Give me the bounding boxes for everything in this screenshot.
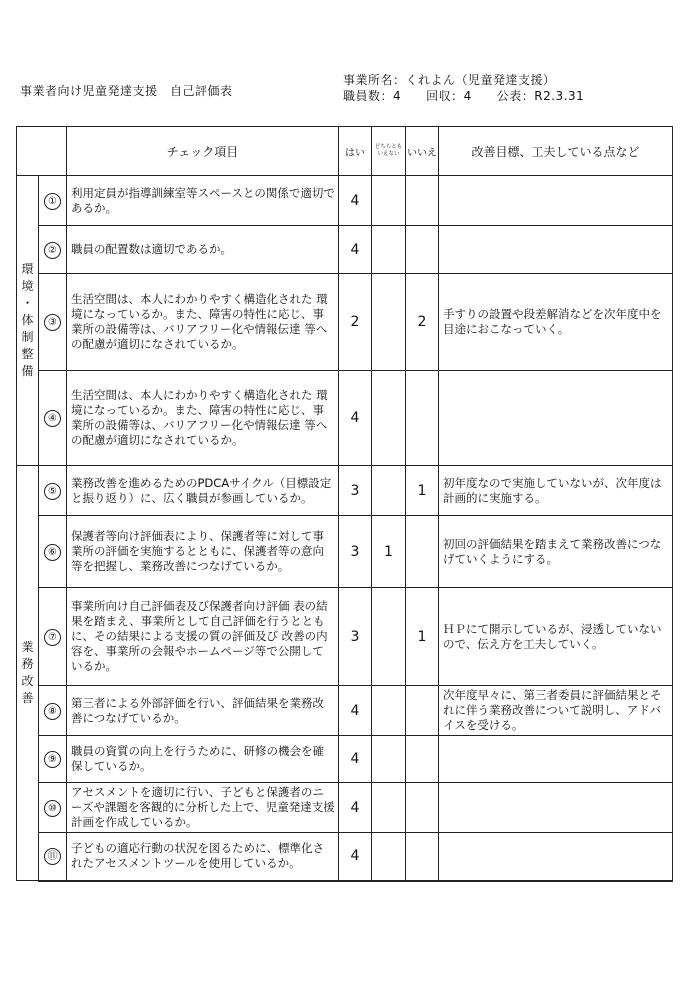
- improvement-goal: 初回の評価結果を踏まえて業務改善につなげていくようにする。: [439, 516, 673, 588]
- neither-count: [372, 176, 406, 226]
- header-yes: はい: [339, 127, 372, 176]
- neither-count: [372, 274, 406, 371]
- neither-count: [372, 736, 406, 783]
- table-row: [17, 783, 673, 833]
- category-char: 体: [21, 313, 34, 327]
- check-item-text: 生活空間は、本人にわかりやすく構造化された 環境になっているか。また、障害の特性に応じ、事業所の設備等は、バリアフリー化や情報伝達 等への配慮が適切になされているか。: [67, 371, 339, 466]
- category-env: [17, 176, 39, 466]
- neither-count: [372, 833, 406, 881]
- check-item-text: 業務改善を進めるためのPDCAサイクル（目標設定と振り返り）に、広く職員が参画しているか。: [67, 466, 339, 516]
- neither-count: [372, 588, 406, 686]
- table-row: [17, 833, 673, 881]
- no-count: [406, 226, 439, 274]
- no-count: [406, 686, 439, 736]
- row-number-label: ⑩: [44, 800, 61, 817]
- neither-count: [372, 686, 406, 736]
- table-header-row: [17, 127, 673, 176]
- row-number: [39, 783, 67, 833]
- evaluation-table: [16, 126, 673, 882]
- category-char: 制: [21, 330, 34, 344]
- row-number-label: ①: [44, 193, 61, 210]
- document-title: 事業者向け児童発達支援 自己評価表: [20, 84, 233, 98]
- check-item-text: 保護者等向け評価表により、保護者等に対して事業所の評価を実施するとともに、保護者等の意向等を把握し、業務改善につなげているか。: [67, 516, 339, 588]
- check-item-text: 生活空間は、本人にわかりやすく構造化された 環境になっているか。また、障害の特性に応じ、事業所の設備等は、バリアフリー化や情報伝達 等への配慮が適切になされているか。: [67, 274, 339, 371]
- yes-count: 3: [339, 588, 372, 686]
- office-name: 事業所名：くれよん（児童発達支援）: [343, 73, 556, 87]
- no-count: 2: [406, 274, 439, 371]
- row-number-label: ③: [44, 314, 61, 331]
- no-count: [406, 371, 439, 466]
- no-count: [406, 833, 439, 881]
- neither-count: 1: [372, 516, 406, 588]
- yes-count: 3: [339, 516, 372, 588]
- header-neither: どちらとも いえない: [372, 127, 406, 176]
- check-item-text: 職員の配置数は適切であるか。: [67, 226, 339, 274]
- no-count: [406, 736, 439, 783]
- row-number: [39, 686, 67, 736]
- category-char: 境: [21, 279, 34, 293]
- neither-count: [372, 226, 406, 274]
- yes-count: 4: [339, 783, 372, 833]
- row-number-label: ⑨: [44, 751, 61, 768]
- check-item-text: アセスメントを適切に行い、子どもと保護者のニーズや課題を客観的に分析した上で、児童発達支援計画を作成しているか。: [67, 783, 339, 833]
- improvement-goal: 次年度早々に、第三者委員に評価結果とそれに伴う業務改善について説明し、アドバイスを受ける。: [439, 686, 673, 736]
- category-char: 備: [21, 364, 34, 378]
- improvement-goal: [439, 833, 673, 881]
- row-number: [39, 226, 67, 274]
- row-number: [39, 274, 67, 371]
- yes-count: 4: [339, 226, 372, 274]
- table-row: [17, 736, 673, 783]
- check-item-text: 職員の資質の向上を行うために、研修の機会を確保しているか。: [67, 736, 339, 783]
- no-count: 1: [406, 588, 439, 686]
- row-number-label: ④: [44, 410, 61, 427]
- improvement-goal: [439, 176, 673, 226]
- category-char: 改: [21, 674, 34, 688]
- table-row: [17, 466, 673, 516]
- yes-count: 4: [339, 736, 372, 783]
- row-number: [39, 466, 67, 516]
- category-char: 整: [21, 347, 34, 361]
- row-number: [39, 736, 67, 783]
- improvement-goal: 手すりの設置や段差解消などを次年度中を目途におこなっていく。: [439, 274, 673, 371]
- no-count: [406, 516, 439, 588]
- table-row: [17, 226, 673, 274]
- row-number: [39, 176, 67, 226]
- improvement-goal: 初年度なので実施していないが、次年度は計画的に実施する。: [439, 466, 673, 516]
- row-number: [39, 516, 67, 588]
- no-count: [406, 783, 439, 833]
- category-char: ・: [21, 296, 34, 310]
- office-info: [343, 72, 584, 104]
- yes-count: 3: [339, 466, 372, 516]
- no-count: 1: [406, 466, 439, 516]
- check-item-text: 利用定員が指導訓練室等スペースとの関係で適切であるか。: [67, 176, 339, 226]
- yes-count: 4: [339, 176, 372, 226]
- header-check-item: チェック項目: [67, 127, 339, 176]
- row-number: [39, 371, 67, 466]
- table-row: [17, 176, 673, 226]
- header-goal: 改善目標、工夫している点など: [439, 127, 673, 176]
- header-no: いいえ: [406, 127, 439, 176]
- row-number-label: ⑦: [44, 629, 61, 646]
- improvement-goal: [439, 736, 673, 783]
- category-env-label: [17, 261, 38, 380]
- yes-count: 2: [339, 274, 372, 371]
- row-number-label: ⑪: [44, 848, 61, 865]
- category-biz: [17, 466, 39, 881]
- yes-count: 4: [339, 686, 372, 736]
- row-number: [39, 588, 67, 686]
- table-row: [17, 686, 673, 736]
- improvement-goal: [439, 783, 673, 833]
- category-char: 務: [21, 657, 34, 671]
- improvement-goal: [439, 371, 673, 466]
- category-biz-label: [17, 639, 38, 707]
- neither-count: [372, 466, 406, 516]
- header-blank: [17, 127, 67, 176]
- category-char: 環: [21, 262, 34, 276]
- improvement-goal: ＨＰにて開示しているが、浸透していないので、伝え方を工夫していく。: [439, 588, 673, 686]
- table-row: [17, 274, 673, 371]
- check-item-text: 第三者による外部評価を行い、評価結果を業務改善につなげているか。: [67, 686, 339, 736]
- row-number-label: ⑧: [44, 703, 61, 720]
- row-number-label: ⑤: [44, 483, 61, 500]
- table-row: [17, 516, 673, 588]
- yes-count: 4: [339, 371, 372, 466]
- office-stats: 職員数：4 回収：4 公表：R2.3.31: [343, 89, 585, 103]
- check-item-text: 事業所向け自己評価表及び保護者向け評価 表の結果を踏まえ、事業所として自己評価を行うとともに、その結果による支援の質の評価及び 改善の内容を、事業所の会報やホームページ等で公開しているか。: [67, 588, 339, 686]
- table-row: [17, 371, 673, 466]
- neither-count: [372, 783, 406, 833]
- neither-count: [372, 371, 406, 466]
- category-char: 善: [21, 691, 34, 705]
- yes-count: 4: [339, 833, 372, 881]
- no-count: [406, 176, 439, 226]
- row-number-label: ②: [44, 242, 61, 259]
- row-number: [39, 833, 67, 881]
- table-row: [17, 588, 673, 686]
- improvement-goal: [439, 226, 673, 274]
- check-item-text: 子どもの適応行動の状況を図るために、標準化されたアセスメントツールを使用しているか。: [67, 833, 339, 881]
- category-char: 業: [21, 640, 34, 654]
- row-number-label: ⑥: [44, 544, 61, 561]
